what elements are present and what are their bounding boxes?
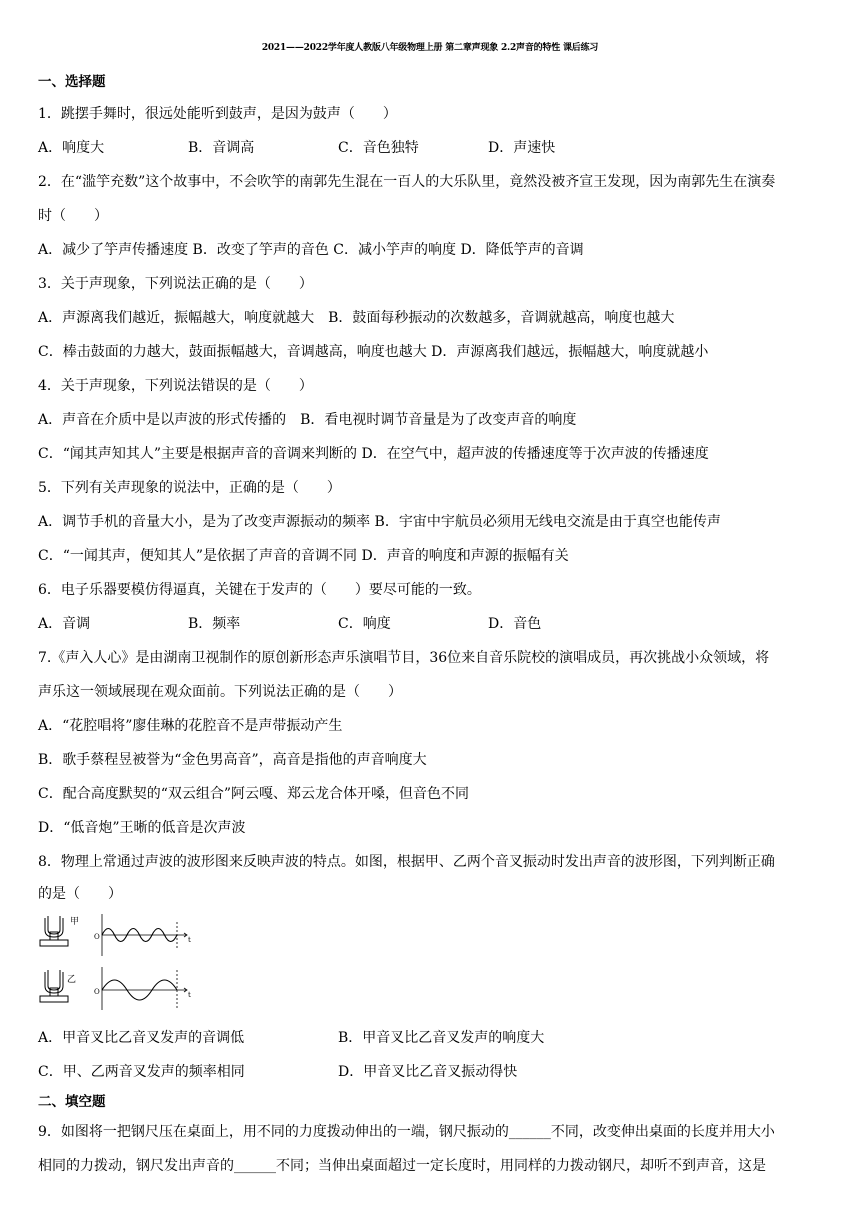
axis-t-label-yi: t (188, 991, 191, 999)
section-heading-choice: 一、选择题 (38, 74, 106, 90)
question-8-option-a: A．甲音叉比乙音叉发声的音调低 (38, 1030, 245, 1046)
question-7-option-d: D．“低音炮”王晰的低音是次声波 (38, 820, 246, 836)
question-1-option-b: B．音调高 (188, 140, 255, 156)
fork-label-yi: 乙 (67, 975, 77, 985)
question-2-options: A．减少了竽声传播速度 B．改变了竽声的音色 C．减小竽声的响度 D．降低竽声的音调 (38, 242, 584, 258)
question-3-options-ab: A．声源离我们越近，振幅越大，响度就越大 B．鼓面每秒振动的次数越多，音调就越高，响度也越大 (38, 310, 675, 326)
question-7-option-c: C．配合高度默契的“双云组合”阿云嘎、郑云龙合体开嗓，但音色不同 (38, 786, 470, 802)
question-8-stem-line-1: 8．物理上常通过声波的波形图来反映声波的特点。如图，根据甲、乙两个音叉振动时发出声音的波形图，下列判断正确 (38, 854, 775, 870)
axis-origin-label-yi: O (94, 988, 100, 996)
question-4-stem: 4．关于声现象，下列说法错误的是（ ） (38, 378, 313, 394)
section-heading-fill-in: 二、填空题 (38, 1094, 106, 1110)
question-4-options-cd: C．“闻其声知其人”主要是根据声音的音调来判断的 D．在空气中，超声波的传播速度等于次声波的传播速度 (38, 446, 709, 462)
question-8-stem-line-2: 的是（ ） (38, 886, 122, 902)
question-6-stem: 6．电子乐器要模仿得逼真，关键在于发声的（ ）要尽可能的一致。 (38, 582, 481, 598)
page-title: 2021——2022学年度人教版八年级物理上册 第二章声现象 2.2声音的特性 课后练习 (261, 43, 599, 53)
question-1-option-c: C．音色独特 (338, 140, 419, 156)
question-1-option-a: A．响度大 (38, 140, 105, 156)
axis-origin-label-jia: O (94, 933, 100, 941)
question-7-stem-line-1: 7.《声入人心》是由湖南卫视制作的原创新形态声乐演唱节目，36位来自音乐院校的演唱成员，再次挑战小众领域，将 (38, 650, 770, 666)
question-5-options-ab: A．调节手机的音量大小，是为了改变声源振动的频率 B．宇宙中宇航员必须用无线电交流是由于真空也能传声 (38, 514, 721, 530)
fork-label-jia: 甲 (70, 917, 80, 927)
tuning-fork-jia-icon (40, 916, 68, 946)
waveform-axis-yi (102, 967, 187, 1010)
question-7-option-a: A．“花腔唱将”廖佳琳的花腔音不是声带振动产生 (38, 718, 343, 734)
question-6-option-b: B．频率 (188, 616, 241, 632)
question-5-stem: 5．下列有关声现象的说法中，正确的是（ ） (38, 480, 341, 496)
question-4-options-ab: A．声音在介质中是以声波的形式传播的 B．看电视时调节音量是为了改变声音的响度 (38, 412, 577, 428)
question-1-stem: 1．跳摆手舞时，很远处能听到鼓声，是因为鼓声（ ） (38, 106, 397, 122)
question-5-options-cd: C．“一闻其声，便知其人”是依据了声音的音调不同 D．声音的响度和声源的振幅有关 (38, 548, 569, 564)
question-3-options-cd: C．棒击鼓面的力越大，鼓面振幅越大，音调越高，响度也越大 D．声源离我们越远，振幅越大，响度就越小 (38, 344, 709, 360)
question-2-stem-line-1: 2．在“滥竽充数”这个故事中，不会吹竽的南郭先生混在一百人的大乐队里，竟然没被齐宣王发现，因为南郭先生在演奏 (38, 174, 776, 190)
question-6-option-a: A．音调 (38, 616, 91, 632)
question-6-option-d: D．音色 (488, 616, 542, 632)
question-3-stem: 3．关于声现象，下列说法正确的是（ ） (38, 276, 313, 292)
question-8-option-c: C．甲、乙两音叉发声的频率相同 (38, 1064, 245, 1080)
axis-t-label-jia: t (188, 936, 191, 944)
question-1-option-d: D．声速快 (488, 140, 556, 156)
question-2-stem-line-2: 时（ ） (38, 208, 108, 224)
question-7-stem-line-2: 声乐这一领域展现在观众面前。下列说法正确的是（ ） (38, 684, 402, 700)
question-7-option-b: B．歌手蔡程昱被誉为“金色男高音”，高音是指他的声音响度大 (38, 752, 427, 768)
waveform-diagram (34, 912, 194, 1012)
question-9-line-2: 相同的力拨动，钢尺发出声音的______不同；当伸出桌面超过一定长度时，用同样的力拨动钢尺，却听不到声音，这是 (38, 1158, 766, 1174)
question-8-option-b: B．甲音叉比乙音叉发声的响度大 (338, 1030, 545, 1046)
tuning-fork-waveform-figure (34, 912, 194, 1012)
question-9-line-1: 9．如图将一把钢尺压在桌面上，用不同的力度拨动伸出的一端，钢尺振动的______不同，改变伸出桌面的长度并用大小 (38, 1124, 775, 1140)
question-6-option-c: C．响度 (338, 616, 391, 632)
question-8-option-d: D．甲音叉比乙音叉振动得快 (338, 1064, 518, 1080)
tuning-fork-yi-icon (40, 970, 68, 1002)
